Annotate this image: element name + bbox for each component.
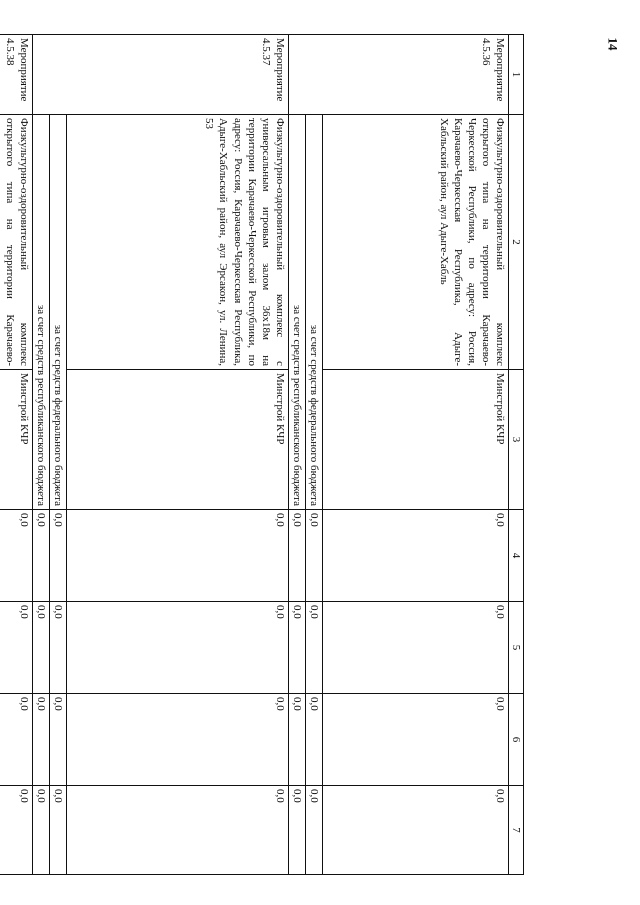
value-cell: 0,0 (32, 786, 49, 875)
value-cell: 0,0 (305, 786, 322, 875)
table-row-regional (32, 35, 49, 875)
program-table (0, 34, 524, 875)
value-cell: 0,0 (32, 694, 49, 786)
value-cell: 0,0 (288, 510, 305, 602)
table-row-regional (288, 35, 305, 875)
regional-budget-label: за счет средств республиканского бюджета (32, 115, 49, 510)
value-cell: 0,0 (322, 786, 508, 875)
value-cell: 0,0 (66, 602, 288, 694)
value-cell: 0,0 (49, 602, 66, 694)
measure-executor: Минстрой КЧР (66, 370, 288, 510)
value-cell: 0,0 (66, 786, 288, 875)
value-cell: 0,0 (32, 602, 49, 694)
value-cell: 0,0 (66, 694, 288, 786)
measure-description: Физкультурно-оздоровительный комплекс с универсальным игровым залом 36х18м на территории Карачаево-Черкесской Республики, по адресу: Россия, Карачаево-Черкесская Республика, Адыге-Хабльский район, аул Эрсакон, ул. Ленина, 53 (66, 115, 288, 370)
regional-budget-label: за счет средств республиканского бюджета (288, 115, 305, 510)
value-cell: 0,0 (49, 694, 66, 786)
measure-description: Физкультурно-оздоровительный комплекс открытого типа на территории Карачаево- (0, 115, 32, 370)
value-cell: 0,0 (0, 510, 32, 602)
page-number: 14 (605, 37, 621, 51)
header-cell: 5 (508, 602, 523, 694)
measure-id: Мероприятие 4.5.37 (32, 35, 288, 115)
value-cell: 0,0 (322, 602, 508, 694)
table-row-federal (49, 35, 66, 875)
header-cell: 4 (508, 510, 523, 602)
header-cell: 2 (508, 115, 523, 370)
table-row (322, 35, 508, 875)
federal-budget-label: за счет средств федерального бюджета (49, 115, 66, 510)
header-cell: 3 (508, 370, 523, 510)
value-cell: 0,0 (288, 694, 305, 786)
value-cell: 0,0 (322, 694, 508, 786)
measure-executor: Минстрой КЧР (0, 370, 32, 510)
measure-description: Физкультурно-оздоровительный комплекс открытого типа на территории Карачаево-Черкесской Республики, по адресу: Россия, Карачаево-Черкесская Республика, Адыге-Хабльский район, аул Адыге-Хабль (322, 115, 508, 370)
value-cell: 0,0 (305, 694, 322, 786)
value-cell: 0,0 (0, 602, 32, 694)
measure-id: Мероприятие 4.5.38 (0, 35, 32, 115)
value-cell: 0,0 (32, 510, 49, 602)
table-row-federal (305, 35, 322, 875)
measure-executor: Минстрой КЧР (322, 370, 508, 510)
header-cell: 1 (508, 35, 523, 115)
federal-budget-label: за счет средств федерального бюджета (305, 115, 322, 510)
value-cell: 0,0 (0, 786, 32, 875)
table-row (66, 35, 288, 875)
header-cell: 7 (508, 786, 523, 875)
header-row (508, 35, 523, 875)
value-cell: 0,0 (288, 602, 305, 694)
value-cell: 0,0 (288, 786, 305, 875)
value-cell: 0,0 (49, 510, 66, 602)
value-cell: 0,0 (305, 510, 322, 602)
value-cell: 0,0 (49, 786, 66, 875)
value-cell: 0,0 (322, 510, 508, 602)
header-cell: 6 (508, 694, 523, 786)
table-row (0, 35, 32, 875)
value-cell: 0,0 (66, 510, 288, 602)
value-cell: 0,0 (0, 694, 32, 786)
value-cell: 0,0 (305, 602, 322, 694)
rotated-table-container (0, 34, 524, 874)
measure-id: Мероприятие 4.5.36 (288, 35, 508, 115)
